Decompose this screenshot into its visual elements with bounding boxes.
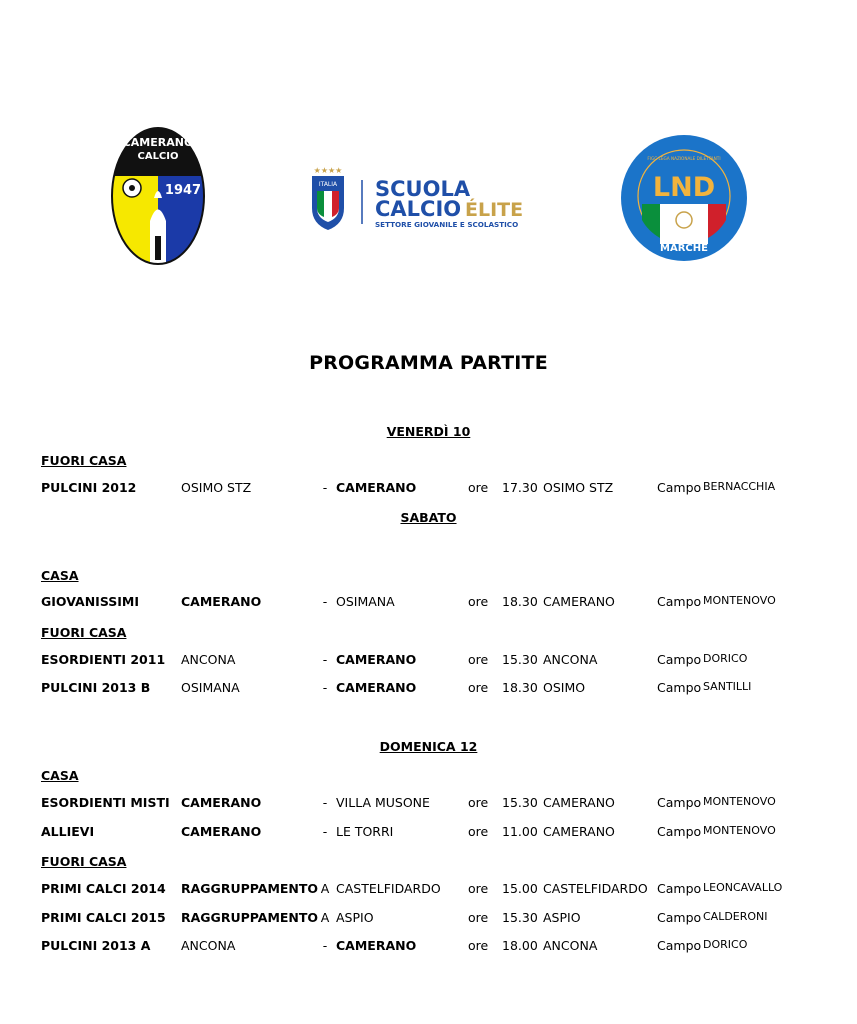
section-header: FUORI CASA (41, 854, 127, 869)
match-city: CAMERANO (543, 824, 615, 839)
match-category: ESORDIENTI MISTI (41, 795, 170, 810)
match-away-team: CAMERANO (336, 938, 417, 953)
lnd-letters: LND (652, 172, 716, 203)
match-row (0, 795, 857, 813)
section-header: FUORI CASA (41, 453, 127, 468)
match-campo-label: Campo (657, 824, 702, 839)
football-icon (676, 212, 692, 228)
match-ore-label: ore (468, 652, 489, 667)
match-time: 11.00 (502, 824, 538, 839)
italia-text: ITALIA (318, 181, 338, 188)
match-home-team: RAGGRUPPAMENTO (181, 881, 319, 896)
match-row (0, 938, 857, 956)
match-field: SANTILLI (703, 680, 752, 693)
match-separator: A (320, 881, 330, 896)
match-away-team: ASPIO (336, 910, 374, 925)
match-row (0, 480, 857, 498)
match-ore-label: ore (468, 938, 489, 953)
match-ore-label: ore (468, 910, 489, 925)
day-header: DOMENICA 12 (379, 739, 478, 754)
match-away-team: CASTELFIDARDO (336, 881, 441, 896)
match-away-team: LE TORRI (336, 824, 394, 839)
match-ore-label: ore (468, 824, 489, 839)
match-separator: - (322, 652, 328, 667)
match-away-team: CAMERANO (336, 480, 417, 495)
match-campo-label: Campo (657, 680, 702, 695)
match-field: DORICO (703, 938, 748, 951)
calcio-text: CALCIO (375, 197, 462, 221)
camerano-logo-text: CAMERANO (122, 136, 194, 149)
section-header: CASA (41, 768, 79, 783)
match-separator: A (320, 910, 330, 925)
match-campo-label: Campo (657, 795, 702, 810)
match-time: 18.30 (502, 680, 538, 695)
match-field: MONTENOVO (703, 824, 776, 837)
match-away-team: OSIMANA (336, 594, 395, 609)
sgs-subtitle: SETTORE GIOVANILE E SCOLASTICO (375, 220, 519, 229)
match-category: PULCINI 2012 (41, 480, 137, 495)
scuola-text: SCUOLA (375, 177, 471, 201)
match-field: MONTENOVO (703, 795, 776, 808)
section-header: CASA (41, 568, 79, 583)
match-home-team: ANCONA (181, 652, 236, 667)
match-away-team: VILLA MUSONE (336, 795, 430, 810)
match-time: 18.00 (502, 938, 538, 953)
match-category: PULCINI 2013 B (41, 680, 151, 695)
day-header: VENERDÌ 10 (386, 424, 471, 439)
match-city: CASTELFIDARDO (543, 881, 648, 896)
scuola-calcio-elite-logo (308, 164, 536, 234)
match-away-team: CAMERANO (336, 680, 417, 695)
match-home-team: CAMERANO (181, 594, 262, 609)
lnd-marche-logo (620, 134, 748, 262)
day-header: SABATO (400, 510, 457, 525)
match-row (0, 824, 857, 842)
marche-text: MARCHE (660, 243, 708, 254)
match-campo-label: Campo (657, 910, 702, 925)
match-field: LEONCAVALLO (703, 881, 783, 894)
match-home-team: ANCONA (181, 938, 236, 953)
match-ore-label: ore (468, 795, 489, 810)
match-ore-label: ore (468, 881, 489, 896)
match-ore-label: ore (468, 594, 489, 609)
match-home-team: OSIMO STZ (181, 480, 252, 495)
match-row (0, 881, 857, 899)
match-ore-label: ore (468, 680, 489, 695)
match-campo-label: Campo (657, 881, 702, 896)
match-city: OSIMO (543, 680, 586, 695)
match-field: DORICO (703, 652, 748, 665)
match-row (0, 910, 857, 928)
match-city: ANCONA (543, 652, 598, 667)
match-campo-label: Campo (657, 480, 702, 495)
match-home-team: CAMERANO (181, 824, 262, 839)
match-city: ANCONA (543, 938, 598, 953)
match-campo-label: Campo (657, 594, 702, 609)
stars-icon: ★★★★ (313, 166, 343, 175)
match-category: GIOVANISSIMI (41, 594, 139, 609)
section-header: FUORI CASA (41, 625, 127, 640)
match-separator: - (322, 824, 328, 839)
match-separator: - (322, 680, 328, 695)
match-away-team: CAMERANO (336, 652, 417, 667)
match-separator: - (322, 480, 328, 495)
match-category: PRIMI CALCI 2015 (41, 910, 166, 925)
match-row (0, 594, 857, 612)
match-field: BERNACCHIA (703, 480, 776, 493)
match-city: CAMERANO (543, 594, 615, 609)
match-row (0, 652, 857, 670)
match-city: CAMERANO (543, 795, 615, 810)
camerano-calcio-logo (110, 126, 206, 266)
elite-text: ÉLITE (465, 199, 524, 221)
match-field: CALDERONI (703, 910, 768, 923)
match-ore-label: ore (468, 480, 489, 495)
match-time: 15.30 (502, 795, 538, 810)
match-row (0, 680, 857, 698)
match-campo-label: Campo (657, 652, 702, 667)
match-category: ESORDIENTI 2011 (41, 652, 166, 667)
match-time: 15.30 (502, 652, 538, 667)
match-category: ALLIEVI (41, 824, 95, 839)
lnd-ring-text: FIGC LEGA NAZIONALE DILETTANTI (647, 156, 721, 161)
match-category: PULCINI 2013 A (41, 938, 151, 953)
match-time: 15.00 (502, 881, 538, 896)
match-separator: - (322, 938, 328, 953)
match-campo-label: Campo (657, 938, 702, 953)
match-home-team: RAGGRUPPAMENTO (181, 910, 319, 925)
match-separator: - (322, 594, 328, 609)
match-field: MONTENOVO (703, 594, 776, 607)
match-home-team: OSIMANA (181, 680, 240, 695)
match-time: 18.30 (502, 594, 538, 609)
page-title: PROGRAMMA PARTITE (309, 352, 548, 374)
match-home-team: CAMERANO (181, 795, 262, 810)
logo-year: 1947 (164, 183, 202, 198)
match-time: 17.30 (502, 480, 538, 495)
match-category: PRIMI CALCI 2014 (41, 881, 166, 896)
match-city: ASPIO (543, 910, 581, 925)
match-city: OSIMO STZ (543, 480, 614, 495)
match-time: 15.30 (502, 910, 538, 925)
calcio-logo-text: CALCIO (137, 151, 179, 162)
match-separator: - (322, 795, 328, 810)
